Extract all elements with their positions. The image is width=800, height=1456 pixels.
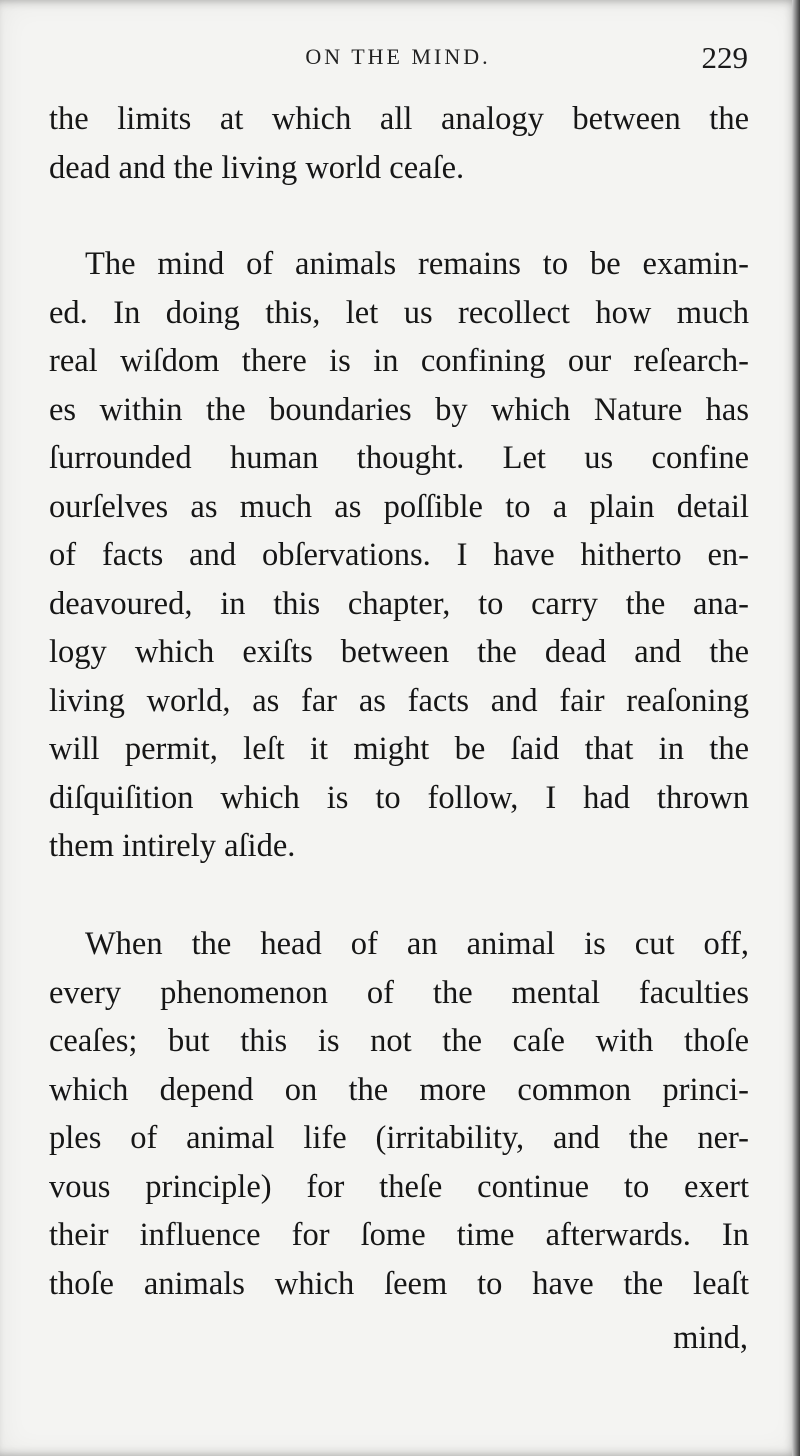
text-line: which depend on the more common princi- — [49, 1071, 749, 1108]
page-number: 229 — [701, 40, 748, 75]
text-line: ourſelves as much as poſſible to a plain detail — [49, 488, 749, 525]
catchword: mind, — [673, 1320, 748, 1356]
paragraph-1 — [49, 95, 749, 192]
text-line: every phenomenon of the mental faculties — [49, 974, 749, 1011]
text-line: es within the boundaries by which Nature has — [49, 391, 749, 428]
text-line: of facts and obſervations. I have hitherto en- — [49, 537, 749, 573]
paragraph-3 — [49, 920, 749, 1308]
paragraph-2 — [49, 240, 749, 871]
text-line: logy which exiſts between the dead and the — [49, 634, 749, 670]
text-line: deavoured, in this chapter, to carry the ana- — [49, 585, 749, 622]
text-line: dead and the living world ceaſe. — [49, 149, 465, 186]
page-header — [48, 40, 748, 80]
text-line: The mind of animals remains to be examin- — [85, 246, 749, 282]
text-line: vous principle) for theſe continue to exert — [49, 1168, 749, 1205]
text-line: real wiſdom there is in confining our reſearch- — [49, 343, 749, 379]
text-line: living world, as far as facts and fair reaſoning — [49, 682, 749, 719]
text-line: their influence for ſome time afterwards. In — [49, 1217, 749, 1253]
text-line: will permit, leſt it might be ſaid that in the — [49, 731, 749, 767]
running-head: ON THE MIND. — [305, 44, 491, 69]
text-line: them intirely aſide. — [49, 828, 296, 864]
text-line: ed. In doing this, let us recollect how much — [49, 294, 749, 331]
text-line: When the head of an animal is cut off, — [85, 926, 749, 962]
page-edge-shadow — [792, 0, 800, 1456]
text-line: ſurrounded human thought. Let us confine — [49, 440, 749, 476]
text-line: ples of animal life (irritability, and the ner- — [49, 1120, 749, 1156]
text-line: diſquiſition which is to follow, I had thrown — [49, 779, 749, 816]
text-line: the limits at which all analogy between the — [49, 101, 749, 137]
text-line: thoſe animals which ſeem to have the leaſt — [49, 1265, 749, 1302]
text-line: ceaſes; but this is not the caſe with thoſe — [49, 1023, 749, 1059]
